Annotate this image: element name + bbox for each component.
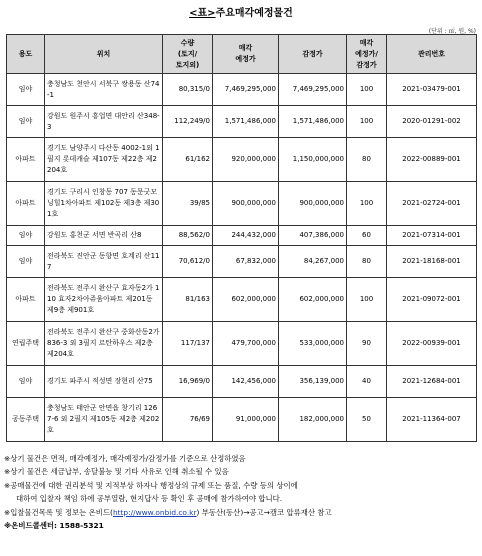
note-line: ※상기 물건은 면적, 매각예정가, 매각예정가/감정가를 기준으로 산정하였음 bbox=[4, 454, 246, 463]
cell-location: 경기도 남양주시 다산동 4002-1외 1필지 롯데캐슬 제107동 제22층 제2204호 bbox=[45, 138, 163, 182]
cell-id: 2021-03479-001 bbox=[387, 74, 477, 106]
cell-appraisal: 1,150,000,000 bbox=[279, 138, 347, 182]
cell-location: 전라북도 전주시 완산구 효자동2가 110 효자2차아쥬움아파트 제201동 제9층 제901호 bbox=[45, 278, 163, 322]
table-row bbox=[7, 138, 477, 182]
cell-location: 경기도 구리시 인창동 707 동문굿모닝힐1차아파트 제102동 제3층 제301호 bbox=[45, 182, 163, 226]
cell-quantity: 81/163 bbox=[163, 278, 213, 322]
cell-ratio: 100 bbox=[347, 182, 387, 226]
cell-use: 임야 bbox=[7, 106, 45, 138]
document-title bbox=[0, 4, 482, 19]
cell-use: 공동주택 bbox=[7, 398, 45, 442]
cell-quantity: 16,969/0 bbox=[163, 366, 213, 398]
table-row bbox=[7, 322, 477, 366]
header-use: 용도 bbox=[7, 35, 45, 74]
cell-use: 아파트 bbox=[7, 278, 45, 322]
header-price: 매각 예정가 bbox=[213, 35, 279, 74]
cell-use: 임야 bbox=[7, 246, 45, 278]
cell-ratio: 100 bbox=[347, 106, 387, 138]
cell-id: 2021-09072-001 bbox=[387, 278, 477, 322]
cell-quantity: 88,562/0 bbox=[163, 226, 213, 246]
table-row bbox=[7, 74, 477, 106]
note-onbid-prefix: ※입찰물건목록 및 정보는 온비드( bbox=[4, 507, 113, 517]
cell-price: 920,000,000 bbox=[213, 138, 279, 182]
header-ratio: 매각 예정가/ 감정가 bbox=[347, 35, 387, 74]
cell-use: 임야 bbox=[7, 74, 45, 106]
cell-price: 7,469,295,000 bbox=[213, 74, 279, 106]
cell-use: 연립주택 bbox=[7, 322, 45, 366]
note-line: ※공매물건에 대한 권리분석 및 지적부상 하자나 행정상의 규제 또는 품질, 수량 등의 상이에 bbox=[4, 480, 298, 490]
cell-appraisal: 900,000,000 bbox=[279, 182, 347, 226]
note-line: ※상기 물건은 세금납부, 송달불능 및 기타 사유로 인해 취소될 수 있음 bbox=[4, 467, 229, 477]
header-location: 위치 bbox=[45, 35, 163, 74]
cell-price: 91,000,000 bbox=[213, 398, 279, 442]
table-header-row bbox=[7, 35, 477, 74]
cell-use: 아파트 bbox=[7, 138, 45, 182]
cell-quantity: 76/69 bbox=[163, 398, 213, 442]
cell-ratio: 50 bbox=[347, 398, 387, 442]
cell-location: 충청남도 태안군 안면읍 창기리 1267-6 외 2필지 제105동 제2층 제202호 bbox=[45, 398, 163, 442]
cell-quantity: 80,315/0 bbox=[163, 74, 213, 106]
table-row bbox=[7, 366, 477, 398]
cell-quantity: 117/137 bbox=[163, 322, 213, 366]
cell-price: 142,456,000 bbox=[213, 366, 279, 398]
cell-price: 244,432,000 bbox=[213, 226, 279, 246]
cell-use: 임야 bbox=[7, 226, 45, 246]
cell-ratio: 100 bbox=[347, 278, 387, 322]
property-table bbox=[6, 34, 477, 442]
cell-price: 479,700,000 bbox=[213, 322, 279, 366]
cell-appraisal: 602,000,000 bbox=[279, 278, 347, 322]
table-row bbox=[7, 182, 477, 226]
cell-ratio: 90 bbox=[347, 322, 387, 366]
cell-id: 2020-01291-002 bbox=[387, 106, 477, 138]
table-row bbox=[7, 106, 477, 138]
cell-ratio: 40 bbox=[347, 366, 387, 398]
cell-appraisal: 356,139,000 bbox=[279, 366, 347, 398]
cell-price: 67,832,000 bbox=[213, 246, 279, 278]
cell-id: 2021-18168-001 bbox=[387, 246, 477, 278]
cell-price: 602,000,000 bbox=[213, 278, 279, 322]
unit-note: (단위 : ㎡, 원, %) bbox=[428, 28, 476, 35]
cell-quantity: 61/162 bbox=[163, 138, 213, 182]
cell-ratio: 80 bbox=[347, 138, 387, 182]
title-mark: <표> bbox=[189, 8, 216, 19]
header-appraisal: 감정가 bbox=[279, 35, 347, 74]
table-row bbox=[7, 226, 477, 246]
cell-price: 900,000,000 bbox=[213, 182, 279, 226]
cell-ratio: 60 bbox=[347, 226, 387, 246]
cell-location: 강원도 홍천군 서면 반곡리 산8 bbox=[45, 226, 163, 246]
cell-quantity: 70,612/0 bbox=[163, 246, 213, 278]
note-line: 대하여 입찰자 책임 하에 공부열람, 현지답사 등 확인 후 공매에 참가하여야 합니다. bbox=[16, 494, 283, 504]
cell-id: 2021-07314-001 bbox=[387, 226, 477, 246]
cell-id: 2022-00889-001 bbox=[387, 138, 477, 182]
cell-appraisal: 407,386,000 bbox=[279, 226, 347, 246]
cell-id: 2022-00939-001 bbox=[387, 322, 477, 366]
onbid-link[interactable]: http://www.onbid.co.kr bbox=[112, 507, 197, 517]
table-row bbox=[7, 278, 477, 322]
cell-location: 강원도 원주시 흥업면 대안리 산348-3 bbox=[45, 106, 163, 138]
cell-quantity: 112,249/0 bbox=[163, 106, 213, 138]
cell-appraisal: 7,469,295,000 bbox=[279, 74, 347, 106]
cell-use: 임야 bbox=[7, 366, 45, 398]
note-onbid bbox=[4, 506, 478, 519]
cell-ratio: 80 bbox=[347, 246, 387, 278]
cell-location: 전라북도 진안군 동향면 호계리 산117 bbox=[45, 246, 163, 278]
title-text: 주요매각예정물건 bbox=[215, 8, 293, 19]
cell-quantity: 39/85 bbox=[163, 182, 213, 226]
table-row bbox=[7, 398, 477, 442]
cell-appraisal: 182,000,000 bbox=[279, 398, 347, 442]
cell-appraisal: 533,000,000 bbox=[279, 322, 347, 366]
cell-use: 아파트 bbox=[7, 182, 45, 226]
cell-id: 2021-11364-007 bbox=[387, 398, 477, 442]
table-row bbox=[7, 246, 477, 278]
note-onbid-suffix: ) 부동산(동산)→공고→캠코 압류재산 참고 bbox=[196, 507, 332, 517]
cell-appraisal: 84,267,000 bbox=[279, 246, 347, 278]
cell-price: 1,571,486,000 bbox=[213, 106, 279, 138]
cell-id: 2021-02724-001 bbox=[387, 182, 477, 226]
header-quantity: 수량 (토지/ 토지외) bbox=[163, 35, 213, 74]
notes-section bbox=[4, 452, 478, 532]
cell-location: 경기도 파주시 적성면 장현리 산75 bbox=[45, 366, 163, 398]
note-callcenter: ※온비드콜센터: 1588-5321 bbox=[4, 521, 104, 531]
cell-location: 충청남도 천안시 서북구 쌍용동 산74-1 bbox=[45, 74, 163, 106]
cell-appraisal: 1,571,486,000 bbox=[279, 106, 347, 138]
cell-id: 2021-12684-001 bbox=[387, 366, 477, 398]
cell-ratio: 100 bbox=[347, 74, 387, 106]
cell-location: 전라북도 전주시 완산구 중화산동2가 836-3 외 3필지 르탄하우스 제2층 제204호 bbox=[45, 322, 163, 366]
header-id: 관리번호 bbox=[387, 35, 477, 74]
